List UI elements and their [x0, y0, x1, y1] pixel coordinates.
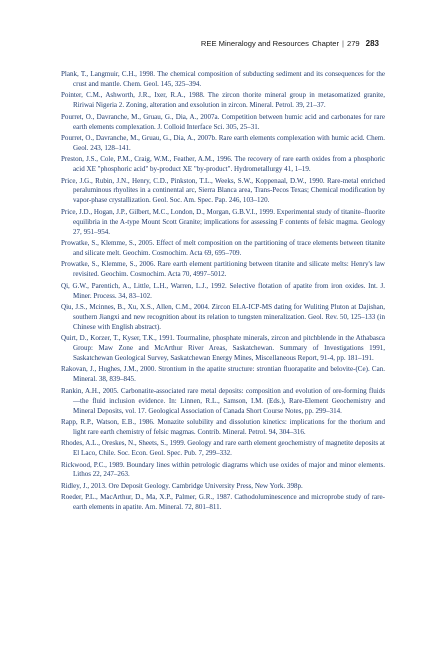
- reference-entry: Pourret, O., Davranche, M., Gruau, G., Dia, A., 2007b. Rare earth elements complexation with humic acid. Chem. Geol. 243, 128–141.: [61, 133, 385, 152]
- reference-entry: Preston, J.S., Cole, P.M., Craig, W.M., Feather, A.M., 1996. The recovery of rare earth oxides from a phosphoric acid XE "phosphoric acid" by-product XE "by-product". Hydrometallurgy 41, 1–19.: [61, 155, 385, 174]
- reference-entry: Pointer, C.M., Ashworth, J.R., Ixer, R.A., 1988. The zircon thorite mineral group in metasomatized granite, Ririwai Nigeria 2. Zoning, alteration and exsolution in zircon. Mineral. Petrol. 39, 21–37.: [61, 91, 385, 110]
- running-header: [201, 39, 379, 48]
- page-number: 283: [365, 39, 379, 48]
- reference-entry: Prowatke, S., Klemme, S., 2005. Effect of melt composition on the partitioning of trace elements between titanite and silicate melt. Geochim. Cosmochim. Acta 69, 695–709.: [61, 239, 385, 257]
- reference-entry: Ridley, J., 2013. Ore Deposit Geology. Cambridge University Press, New York. 398p.: [61, 481, 303, 490]
- header-separator: |: [341, 39, 344, 48]
- reference-entry: Roeder, P.L., MacArthur, D., Ma, X.P., Palmer, G.R., 1987. Cathodoluminescence and microprobe study of rare-earth elements in apatite. Am. Mineral. 72, 801–811.: [61, 493, 385, 512]
- reference-entry: Rickwood, P.C., 1989. Boundary lines within petrologic diagrams which use oxides of major and minor elements. Lithos 22, 247–263.: [61, 460, 385, 479]
- reference-entry: Rhodes, A.L., Oreskes, N., Sheets, S., 1999. Geology and rare earth element geochemistry of magnetite deposits at El Laco, Chile. Soc. Econ. Geol. Spec. Pub. 7, 299–332.: [61, 439, 385, 458]
- chapter-label: Chapter: [311, 39, 339, 48]
- reference-entry: Rapp, R.P., Watson, E.B., 1986. Monazite solubility and dissolution kinetics: implications for the thorium and light rare earth chemistry of felsic magmas. Contrib. Mineral. Petrol. 94, 304–316.: [61, 417, 385, 436]
- reference-list: [61, 70, 385, 515]
- chapter-number: 279: [346, 39, 360, 48]
- reference-entry: Rankin, A.H., 2005. Carbonatite-associated rare metal deposits: composition and evolution of ore-forming fluids—the fluid inclusion evidence. In: Linnen, R.L., Samson, I.M. (Eds.), Rare-Element Geochemistry and Mineral Deposits, vol. 17. Geological Association of Canada Short Course Notes, pp. 299–314.: [61, 386, 385, 415]
- reference-entry: Pourret, O., Davranche, M., Gruau, G., Dia, A., 2007a. Competition between humic acid and carbonates for rare earth elements complexation. J. Colloid Interface Sci. 305, 25–31.: [61, 112, 385, 131]
- reference-entry: Rakovan, J., Hughes, J.M., 2000. Strontium in the apatite structure: strontian fluorapatite and belovite-(Ce). Can. Mineral. 38, 839–845.: [61, 365, 385, 384]
- reference-entry: Plank, T., Langmuir, C.H., 1998. The chemical composition of subducting sediment and its consequences for the crust and mantle. Chem. Geol. 145, 325–394.: [61, 70, 385, 88]
- reference-entry: Price, J.G., Rubin, J.N., Henry, C.D., Pinkston, T.L., Weeks, S.W., Koppenaal, D.W., 1990. Rare-metal enriched peraluminous rhyolites in a continental arc, Sierra Blanca area, Trans-Pecos Texas; Chemical modification by vapor-phase crystallization. Geol. Soc. Am. Spec. Pap. 246, 103–120.: [61, 176, 385, 205]
- reference-entry: Qi, G.W., Parentich, A., Little, L.H., Warren, L.J., 1992. Selective flotation of apatite from iron oxides. Int. J. Miner. Process. 34, 83–102.: [61, 281, 385, 300]
- reference-entry: Price, J.D., Hogan, J.P., Gilbert, M.C., London, D., Morgan, G.B.V.I., 1999. Experimental study of titanite–fluorite equilibria in the A-type Mount Scott Granite; implications for assessing F contents of felsic magma. Geology 27, 951–954.: [61, 207, 385, 236]
- reference-entry: Quirt, D., Korzer, T., Kyser, T.K., 1991. Tourmaline, phosphate minerals, zircon and pitchblende in the Athabasca Group: Maw Zone and McArthur River Areas, Saskatchewan. Summary of Investigations 1991, Saskatchewan Geological Survey, Saskatchewan Energy Mines, Miscellaneous Report, 91-4, pp. 181–191.: [61, 334, 385, 362]
- book-title: REE Mineralogy and Resources: [200, 39, 309, 48]
- reference-entry: Qiu, J.S., Mcinnes, B., Xu, X.S., Allen, C.M., 2004. Zircon ELA-ICP-MS dating for Wuliting Pluton at Dajishan, southern Jiangxi and new recognition about its relation to tungsten mineralization. Geol. Rev. 50, 125–133 (in Chinese with English abstract).: [61, 302, 385, 331]
- reference-entry: Prowatke, S., Klemme, S., 2006. Rare earth element partitioning between titanite and silicate melts: Henry's law revisited. Geochim. Cosmochim. Acta 70, 4997–5012.: [61, 260, 385, 279]
